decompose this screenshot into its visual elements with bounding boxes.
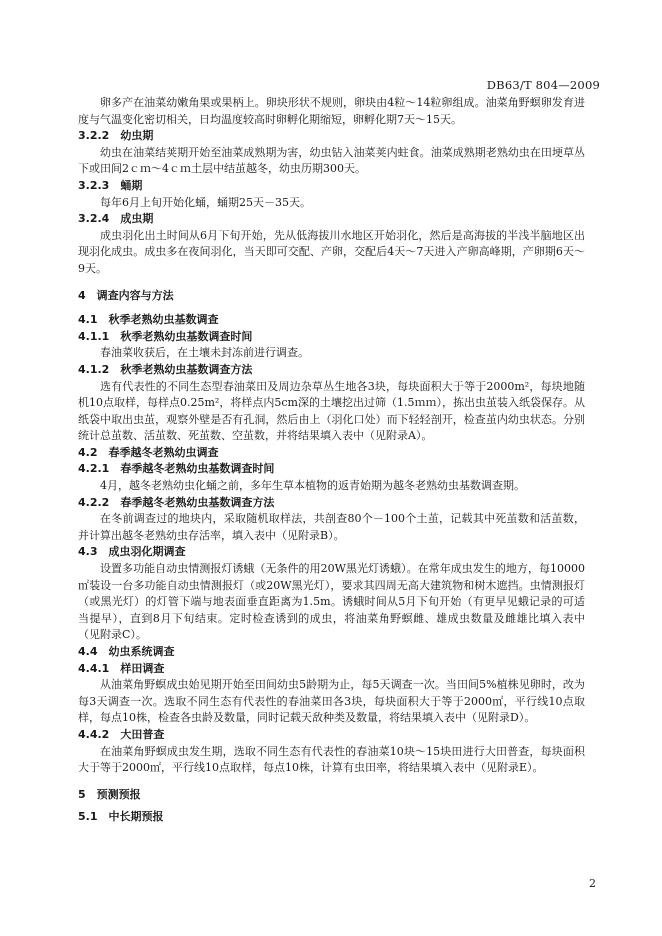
section-heading-3-2-3: 3.2.3 蛹期 [78, 178, 143, 192]
page-number: 2 [589, 877, 596, 890]
body-paragraph: 幼虫在油菜结荚期开始至油菜成熟期为害，幼虫钻入油菜荚内蛀食。油菜成熟期老熟幼虫在田埂草丛下或田间2ｃｍ～4ｃｍ土层中结茧越冬，幼虫历期300天。 [78, 145, 585, 176]
section-heading-4-2-1: 4.2.1 春季越冬老熟幼虫基数调查时间 [78, 462, 275, 476]
section-heading-4-1: 4.1 秋季老熟幼虫基数调查 [78, 313, 219, 327]
body-paragraph: 每年6月上旬开始化蛹，蛹期25天－35天。 [100, 195, 311, 209]
chapter-heading-4: 4 调查内容与方法 [78, 288, 174, 302]
section-heading-4-2: 4.2 春季越冬老熟幼虫调查 [78, 445, 219, 459]
section-heading-4-1-2: 4.1.2 秋季老熟幼虫基数调查方法 [78, 362, 253, 376]
section-heading-4-3: 4.3 成虫羽化期调查 [78, 545, 186, 559]
document-code: DB63/T 804—2009 [486, 78, 600, 92]
section-heading-4-4-2: 4.4.2 大田普查 [78, 727, 165, 741]
body-paragraph: 设置多功能自动虫情测报灯诱蛾（无条件的用20W黑光灯诱蛾）。在常年成虫发生的地方，每10000㎡装设一台多功能自动虫情测报灯（或20W黑光灯），要求其四周无高大建筑物和树木遮挡。虫情测报灯（或黑光灯）的灯管下端与地表面垂直距离为1.5m。诱蛾时间从5月下旬开始（有更早见蛾记录的可适当提早），直到8月下旬结束。定时检查诱到的成虫，将油菜角野螟雌、雄成虫数量及雌雄比填入表中（见附录C）。 [78, 562, 585, 642]
chapter-heading-5: 5 预测预报 [78, 787, 141, 801]
body-paragraph: 春油菜收获后，在土壤未封冻前进行调查。 [100, 346, 309, 360]
section-heading-4-4: 4.4 幼虫系统调查 [78, 645, 175, 658]
body-paragraph: 从油菜角野螟成虫始见期开始至田间幼虫5龄期为止，每5天调查一次。当田间5%植株见卵时，改为每3天调查一次。选取不同生态有代表性的春油菜田各3块，每块面积大于等于2000㎡，平行线10点取样，每点10株，检查各虫龄及数量，同时记载天敌种类及数量，将结果填入表中（见附录D）。 [78, 678, 585, 725]
section-heading-4-4-1: 4.4.1 样田调查 [78, 661, 165, 675]
section-heading-4-1-1: 4.1.1 秋季老熟幼虫基数调查时间 [78, 329, 253, 343]
section-heading-4-2-2: 4.2.2 春季越冬老熟幼虫基数调查方法 [78, 495, 275, 509]
body-paragraph: 4月，越冬老熟幼虫化蛹之前，多年生草本植物的返青始期为越冬老熟幼虫基数调查期。 [100, 479, 525, 493]
section-heading-3-2-4: 3.2.4 成虫期 [78, 212, 154, 226]
body-paragraph: 成虫羽化出土时间从6月下旬开始，先从低海拔川水地区开始羽化，然后是高海拔的半浅半脑地区出现羽化成虫。成虫多在夜间羽化，当天即可交配、产卵，交配后4天～7天进入产卵高峰期，产卵期6天～9天。 [78, 228, 585, 275]
section-heading-5-1: 5.1 中长期预报 [78, 810, 164, 824]
body-paragraph: 在冬前调查过的地块内，采取随机取样法，共剖查80个－100个土茧，记载其中死茧数和活茧数，并计算出越冬老熟幼虫存活率，填入表中（见附录B）。 [78, 512, 585, 542]
body-paragraph: 卵多产在油菜幼嫩角果或果柄上。卵块形状不规则，卵块由4粒～14粒卵组成。油菜角野螟卵发育进度与气温变化密切相关，日均温度较高时卵孵化期缩短，卵孵化期7天～15天。 [78, 96, 585, 126]
body-paragraph: 选有代表性的不同生态型春油菜田及周边杂草丛生地各3块，每块面积大于等于2000m²，每块地随机10点取样，每样点0.25m²，将样点内5cm深的土壤挖出过筛（1.5ｍｍ），拣出虫茧装入纸袋保存。从纸袋中取出虫茧，观察外壁是否有孔洞，然后由上（羽化口处）而下轻轻剖开，检查茧内幼虫状态。分别统计总茧数、活茧数、死茧数、空茧数，并将结果填入表中（见附录A）。 [78, 379, 585, 443]
body-paragraph: 在油菜角野螟成虫发生期，选取不同生态有代表性的春油菜10块～15块田进行大田普查，每块面积大于等于2000㎡，平行线10点取样，每点10株，计算有虫田率，将结果填入表中（见附录E）。 [78, 744, 585, 775]
section-heading-3-2-2: 3.2.2 幼虫期 [78, 129, 154, 143]
document-body [78, 95, 585, 826]
